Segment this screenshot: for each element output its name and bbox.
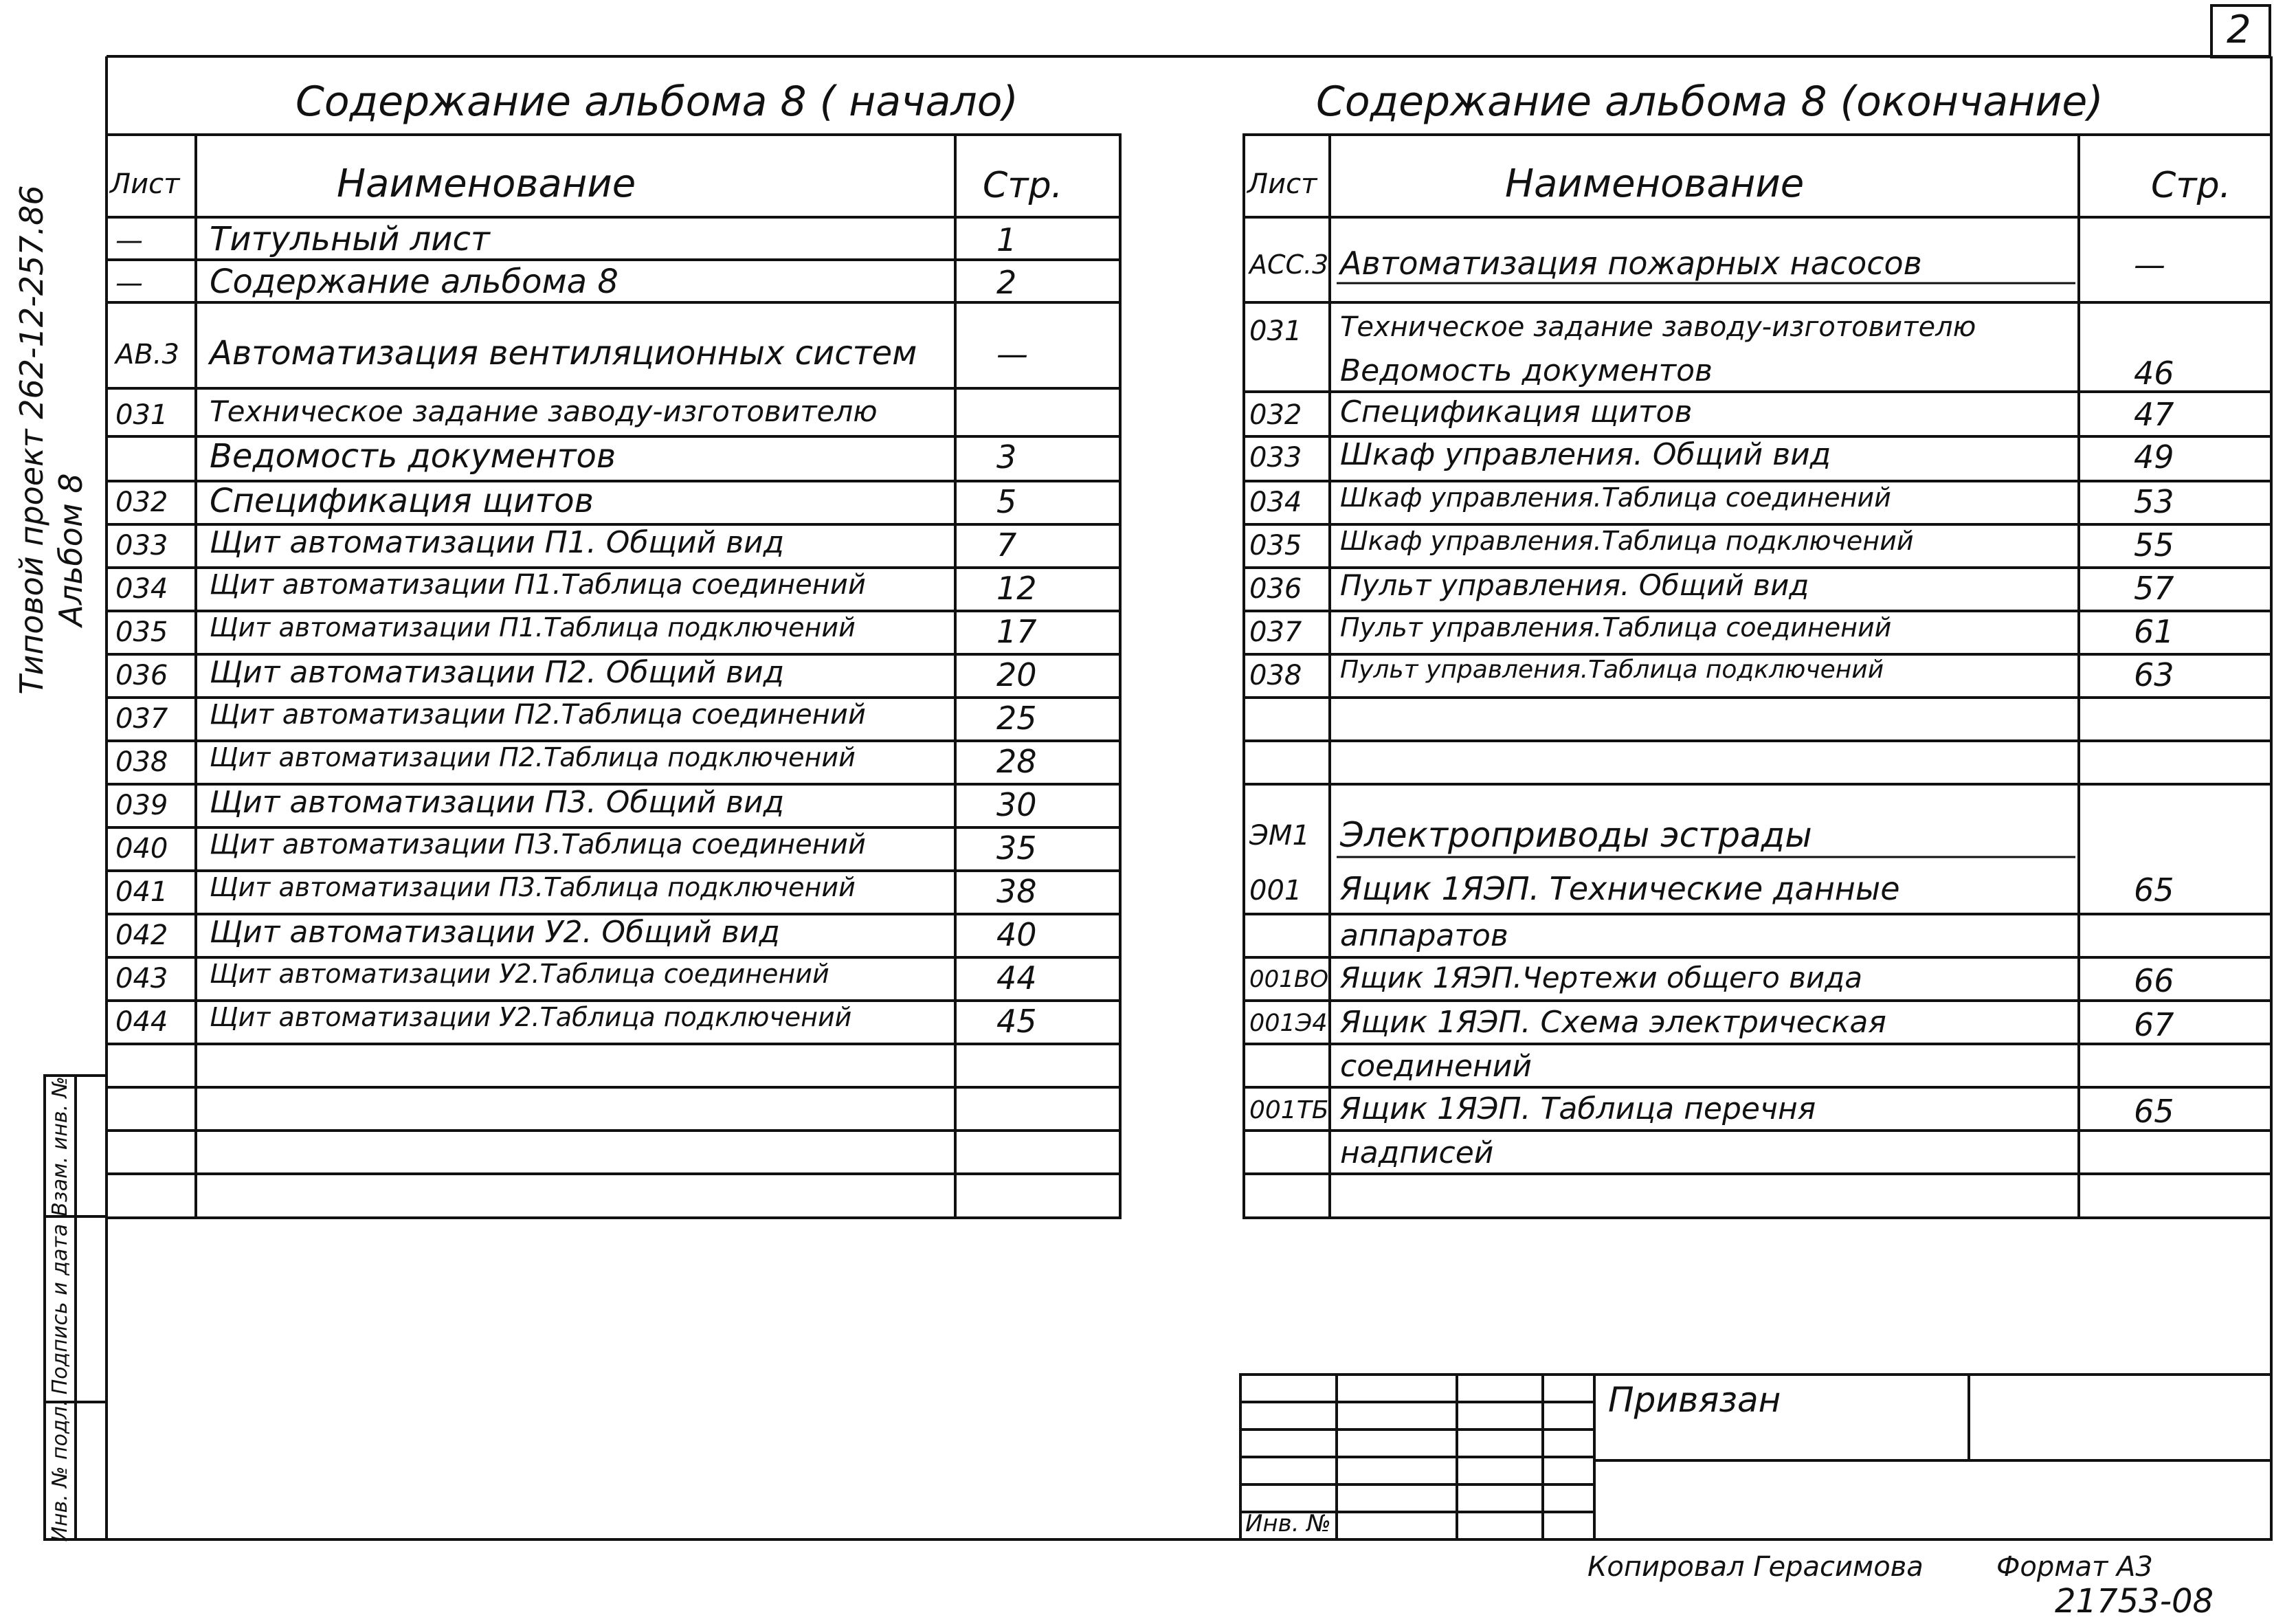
row-page: 57 (2134, 570, 2174, 607)
row-name: Щит автоматизации П2.Таблица подключений (210, 742, 856, 772)
binding-cell-signature: Подпись и дата (48, 1223, 72, 1395)
row-sheet-code: 043 (115, 963, 168, 994)
page-number: 2 (2227, 8, 2251, 52)
row-sheet-code: 042 (115, 920, 168, 951)
row-sheet-code: 001 (1249, 875, 1302, 906)
binding-cell-replacement: Взам. инв. № (48, 1076, 72, 1216)
row-page: 17 (996, 613, 1037, 650)
row-name: Щит автоматизации П2. Общий вид (210, 655, 785, 690)
row-sheet-code: — (115, 267, 143, 299)
row-page: — (2134, 246, 2165, 283)
row-sheet-code: ЭМ1 (1249, 820, 1310, 852)
row-sheet-code: 039 (115, 790, 168, 821)
stamp-bound-label: Привязан (1608, 1380, 1781, 1420)
row-page: 2 (996, 264, 1017, 301)
row-page: 45 (996, 1003, 1037, 1040)
row-name: Щит автоматизации П1. Общий вид (210, 525, 785, 560)
right-header-page: Стр. (2151, 165, 2231, 206)
row-name: Техническое задание заводу-изготовителю (1340, 311, 1976, 343)
row-sheet-code: 044 (115, 1006, 168, 1038)
row-name: аппаратов (1340, 918, 1508, 953)
row-name: Шкаф управления. Общий вид (1340, 437, 1831, 472)
row-page: 28 (996, 743, 1037, 780)
row-name: Ведомость документов (210, 437, 616, 476)
left-header-page: Стр. (983, 165, 1063, 206)
row-name: Щит автоматизации П3.Таблица соединений (210, 829, 866, 860)
row-name: Спецификация щитов (210, 482, 594, 520)
row-page: 55 (2134, 526, 2174, 564)
row-sheet-code: АВ.3 (115, 339, 179, 370)
row-page: 5 (996, 483, 1017, 520)
side-label-album: Альбом 8 (52, 473, 89, 627)
side-label-project: Типовой проект 262-12-257.86 (13, 185, 50, 695)
row-page: 67 (2134, 1006, 2174, 1043)
row-name: Щит автоматизации У2.Таблица подключений (210, 1002, 852, 1032)
row-sheet-code: 001Э4 (1249, 1010, 1328, 1037)
row-page: 63 (2134, 656, 2174, 693)
row-name: Пульт управления.Таблица соединений (1340, 612, 1892, 643)
row-sheet-code: 036 (1249, 573, 1302, 605)
row-sheet-code: 001ТБ (1249, 1096, 1329, 1124)
row-name: соединений (1340, 1049, 1532, 1084)
right-header-sheet: Лист (1247, 168, 1317, 200)
row-name: Щит автоматизации П1.Таблица подключений (210, 612, 856, 643)
row-page: 12 (996, 570, 1037, 607)
row-sheet-code: 037 (115, 703, 168, 735)
row-page: 7 (996, 526, 1017, 564)
row-name: Ящик 1ЯЭП. Таблица перечня (1340, 1091, 1816, 1126)
row-page: 49 (2134, 438, 2174, 476)
row-page: 44 (996, 959, 1037, 997)
row-page: 38 (996, 873, 1037, 910)
row-sheet-code: 033 (1249, 442, 1302, 474)
row-sheet-code: 037 (1249, 616, 1302, 648)
right-header-name: Наименование (1505, 162, 1805, 206)
row-name: Шкаф управления.Таблица подключений (1340, 526, 1914, 556)
row-page: 65 (2134, 871, 2174, 909)
row-sheet-code: 038 (115, 746, 168, 778)
row-name: Автоматизация вентиляционных систем (210, 334, 917, 372)
row-name: Электроприводы эстрады (1340, 815, 1812, 855)
left-header-sheet: Лист (110, 168, 180, 200)
row-page: 3 (996, 438, 1017, 476)
row-page: 30 (996, 786, 1037, 823)
row-name: Техническое задание заводу-изготовителю (210, 394, 878, 428)
row-page: 66 (2134, 962, 2174, 999)
row-page: 35 (996, 830, 1037, 867)
row-sheet-code: 041 (115, 876, 168, 908)
row-sheet-code: 035 (1249, 530, 1302, 561)
row-name: Ящик 1ЯЭП.Чертежи общего вида (1340, 961, 1862, 994)
row-name: Автоматизация пожарных насосов (1340, 245, 1922, 282)
row-name: Ящик 1ЯЭП. Схема электрическая (1340, 1005, 1886, 1040)
row-sheet-code: 001ВО (1249, 966, 1328, 993)
left-header-name: Наименование (337, 162, 636, 206)
row-sheet-code: 031 (115, 399, 168, 431)
row-page: 1 (996, 221, 1017, 258)
row-sheet-code: 032 (1249, 399, 1302, 431)
row-sheet-code: 031 (1249, 315, 1302, 347)
sheet-format: Формат А3 (1996, 1551, 2153, 1583)
row-sheet-code: 033 (115, 530, 168, 561)
row-name: Содержание альбома 8 (210, 263, 618, 301)
row-sheet-code: 036 (115, 660, 168, 691)
binding-cell-inventory: Инв. № подл. (48, 1399, 72, 1542)
row-sheet-code: 034 (115, 573, 168, 605)
row-name: Щит автоматизации У2.Таблица соединений (210, 959, 829, 989)
row-sheet-code: 035 (115, 616, 168, 648)
row-page: 53 (2134, 483, 2174, 520)
row-name: Щит автоматизации П3. Общий вид (210, 785, 785, 820)
row-name: Спецификация щитов (1340, 394, 1693, 430)
row-page: 46 (2134, 355, 2174, 392)
row-name: надписей (1340, 1135, 1494, 1170)
row-name: Титульный лист (210, 220, 490, 258)
right-table-title: Содержание альбома 8 (окончание) (1316, 78, 2104, 126)
row-name: Щит автоматизации У2. Общий вид (210, 915, 780, 950)
copied-by: Копировал Герасимова (1587, 1551, 1924, 1583)
row-name: Щит автоматизации П2.Таблица соединений (210, 699, 866, 731)
row-name: Щит автоматизации П1.Таблица соединений (210, 569, 866, 601)
row-page: 25 (996, 700, 1037, 737)
row-sheet-code: 038 (1249, 660, 1302, 691)
stamp-inventory-label: Инв. № (1245, 1510, 1331, 1537)
row-name: Щит автоматизации П3.Таблица подключений (210, 872, 856, 902)
row-sheet-code: 032 (115, 487, 168, 518)
row-page: 61 (2134, 613, 2174, 650)
row-name: Пульт управления. Общий вид (1340, 568, 1809, 602)
row-page: 20 (996, 656, 1037, 693)
row-page: — (996, 335, 1028, 372)
row-sheet-code: 040 (115, 833, 168, 865)
archive-number: 21753-08 (2055, 1582, 2214, 1621)
row-sheet-code: 034 (1249, 487, 1302, 518)
row-name: Пульт управления.Таблица подключений (1340, 656, 1884, 684)
row-page: 65 (2134, 1093, 2174, 1130)
row-page: 40 (996, 916, 1037, 953)
row-sheet-code: — (115, 225, 143, 256)
row-name: Ведомость документов (1340, 353, 1713, 388)
row-sheet-code: АСС.3 (1249, 249, 1329, 280)
left-table-title: Содержание альбома 8 ( начало) (296, 78, 1018, 126)
row-name: Шкаф управления.Таблица соединений (1340, 482, 1891, 513)
row-page: 47 (2134, 396, 2174, 433)
row-name: Ящик 1ЯЭП. Технические данные (1340, 870, 1900, 907)
